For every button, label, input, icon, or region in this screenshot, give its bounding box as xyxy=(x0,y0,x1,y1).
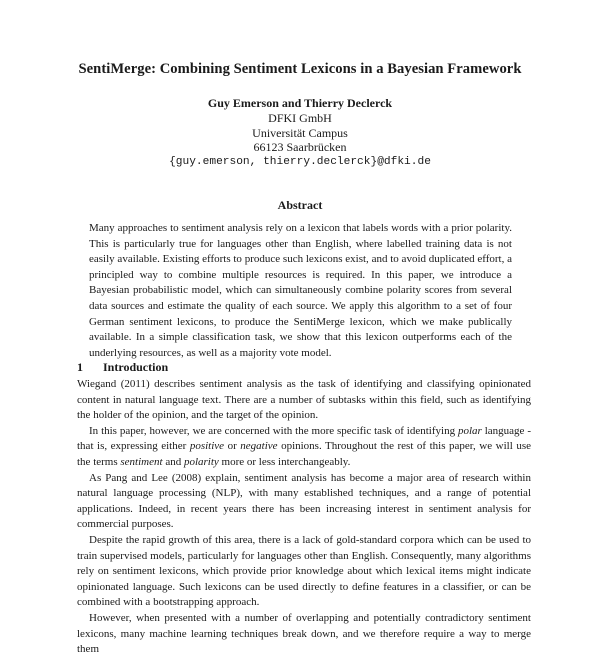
author-names: Guy Emerson and Thierry Declerck xyxy=(207,96,393,110)
paragraph: Wiegand (2011) describes sentiment analysis as the task of identifying and classifying opinionated content in natural language text. There are a number of subtasks within this field, such as identifying the holder of the opinion, and the target of the opinion. xyxy=(77,378,531,422)
abstract-heading: Abstract xyxy=(277,198,323,212)
section-title: Introduction xyxy=(103,360,169,374)
introduction-body xyxy=(77,377,531,658)
affiliation-line: Universität Campus xyxy=(252,125,348,140)
affiliation-line: DFKI GmbH xyxy=(268,110,332,125)
author-block xyxy=(100,96,500,170)
section-heading-introduction xyxy=(77,360,168,375)
affiliation-line: 66123 Saarbrücken xyxy=(253,140,347,155)
paper-title: SentiMerge: Combining Sentiment Lexicons in a Bayesian Framework xyxy=(78,61,522,77)
paragraph: Despite the rapid growth of this area, there is a lack of gold-standard corpora which can be used to train supervised models, particularly for languages other than English. Consequently, many algorithms rely on sentiment lexicons, which provide prior knowledge about which lexical items might indicate opinionated language. Such lexicons can be used directly to define features in a classifier, or can be combined with a bootstrapping approach. xyxy=(77,533,531,609)
paragraph: However, when presented with a number of overlapping and potentially contradictory sentiment lexicons, many machine learning techniques break down, and we therefore require a way to merge them xyxy=(77,611,531,656)
paragraph: In this paper, however, we are concerned with the more specific task of identifying polar language - that is, expressing either positive or negative opinions. Throughout the rest of this paper, we will use the terms sentiment and polarity more or less interchangeably. xyxy=(77,424,531,468)
paragraph: As Pang and Lee (2008) explain, sentiment analysis has become a major area of research within natural language processing (NLP), with many established techniques, and a range of potential applications. Indeed, in recent years there has been increasing interest in sentiment analysis for commercial purposes. xyxy=(77,471,531,531)
abstract-text: Many approaches to sentiment analysis rely on a lexicon that labels words with a prior polarity. This is particularly true for languages other than English, where labelled training data is not easily available. Existing efforts to produce such lexicons exist, and to avoid duplicated effort, a principled way to combine multiple resources is required. In this paper, we introduce a Bayesian probabilistic model, which can simultaneously combine polarity scores from several data sources and estimate the quality of each source. We apply this algorithm to a set of four German sentiment lexicons, to produce the SentiMerge lexicon, which we make publically available. In a simple classification task, we show that this lexicon outperforms each of the underlying resources, as well as a majority vote model. xyxy=(89,222,512,359)
author-email: {guy.emerson, thierry.declerck}@dfki.de xyxy=(169,156,431,169)
section-number: 1 xyxy=(77,360,83,374)
